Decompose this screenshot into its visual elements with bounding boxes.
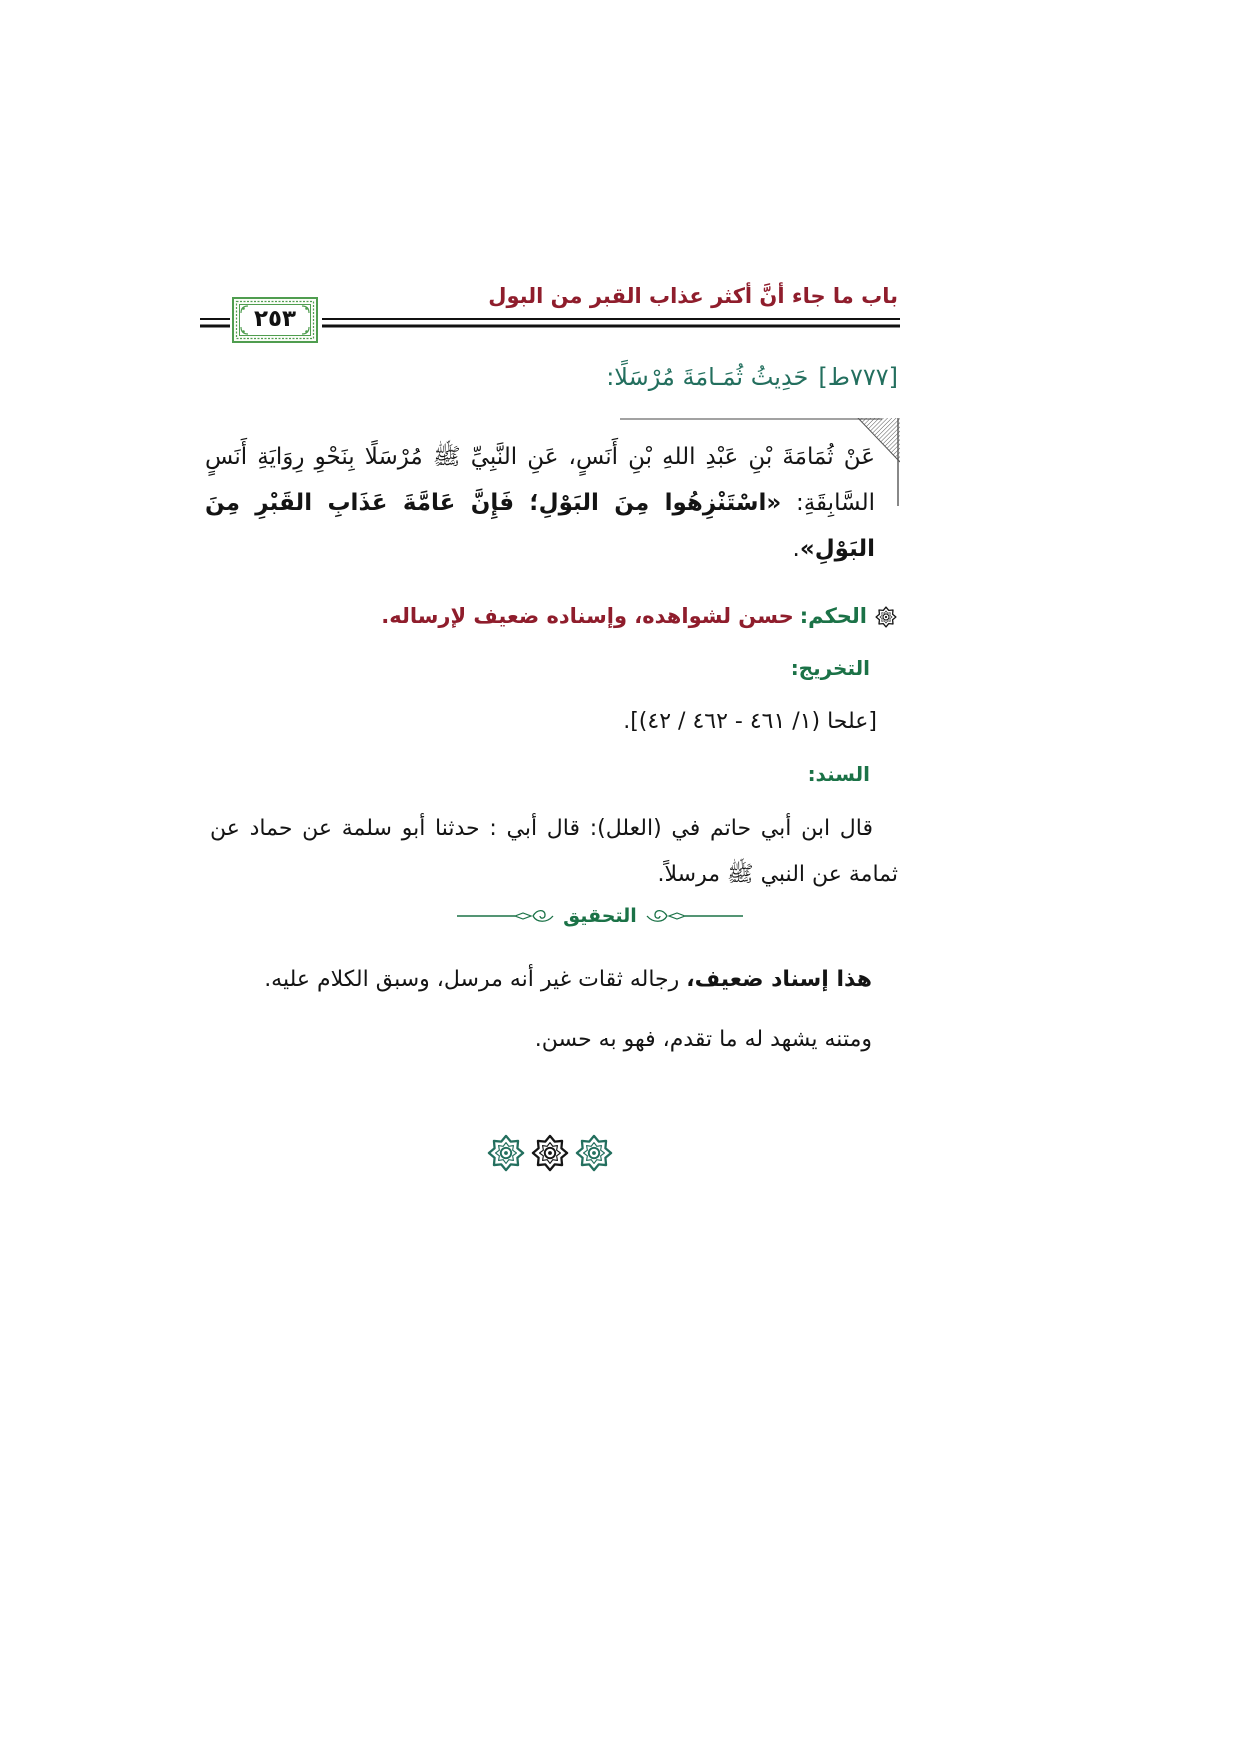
tahqiq-heading: التحقيق [563, 905, 637, 927]
hadith-intro: عَنْ ثُمَامَةَ بْنِ عَبْدِ اللهِ بْنِ أَنَسٍ، عَنِ النَّبِيِّ ﷺ مُرْسَلًا بِنَحْوِ رِوَايَةِ أَنَسٍ السَّابِقَةِ: [205, 444, 875, 516]
hadith-title: حَدِيثُ ثُمَـامَةَ مُرْسَلًا: [606, 363, 809, 391]
end-ornaments [200, 1134, 900, 1172]
hadith-quote: «اسْتَنْزِهُوا مِنَ البَوْلِ؛ فَإِنَّ عَامَّةَ عَذَابِ القَبْرِ مِنَ البَوْلِ» [205, 490, 875, 562]
tahqiq-matn-note: ومتنه يشهد له ما تقدم، فهو به حسن. [534, 1027, 872, 1052]
hadith-end-punct: . [792, 536, 800, 562]
takhrij-heading: التخريج: [790, 656, 870, 680]
sanad-heading: السند: [807, 762, 870, 786]
tahqiq-verdict-line [200, 958, 900, 1002]
tahqiq-verdict-detail: رجاله ثقات غير أنه مرسل، وسبق الكلام عليه. [264, 967, 687, 992]
divider-flourish-right-icon [643, 906, 743, 926]
ruling-label: الحكم: [799, 604, 867, 628]
star-ornament-icon [575, 1134, 613, 1172]
ruling-line [200, 596, 900, 636]
hadith-heading [200, 355, 900, 399]
star-ornament-icon [487, 1134, 525, 1172]
page-number-box [232, 297, 318, 343]
hadith-number: [٧٧٧ط] [818, 363, 898, 391]
hadith-text-block [200, 418, 900, 572]
page-number: ٢٥٣ [253, 306, 297, 332]
page-content [200, 355, 900, 1172]
ruling-value: حسن لشواهده، وإسناده ضعيف لإرساله. [381, 604, 794, 628]
running-head: باب ما جاء أنَّ أكثر عذاب القبر من البول [488, 284, 898, 308]
corner-frame-ornament [620, 418, 900, 508]
star-ornament-icon [875, 606, 897, 628]
star-ornament-icon [531, 1134, 569, 1172]
sanad-text: قال ابن أبي حاتم في (العلل): قال أبي : حدثنا أبو سلمة عن حماد عن ثمامة عن النبي ﷺ مرسلاً. [210, 816, 898, 887]
tahqiq-divider [200, 904, 900, 928]
tahqiq-verdict: هذا إسناد ضعيف، [686, 967, 872, 992]
takhrij-reference: [علحا (١/ ٤٦١ - ٤٦٢ / ٤٢)]. [623, 709, 877, 734]
divider-flourish-left-icon [457, 906, 557, 926]
